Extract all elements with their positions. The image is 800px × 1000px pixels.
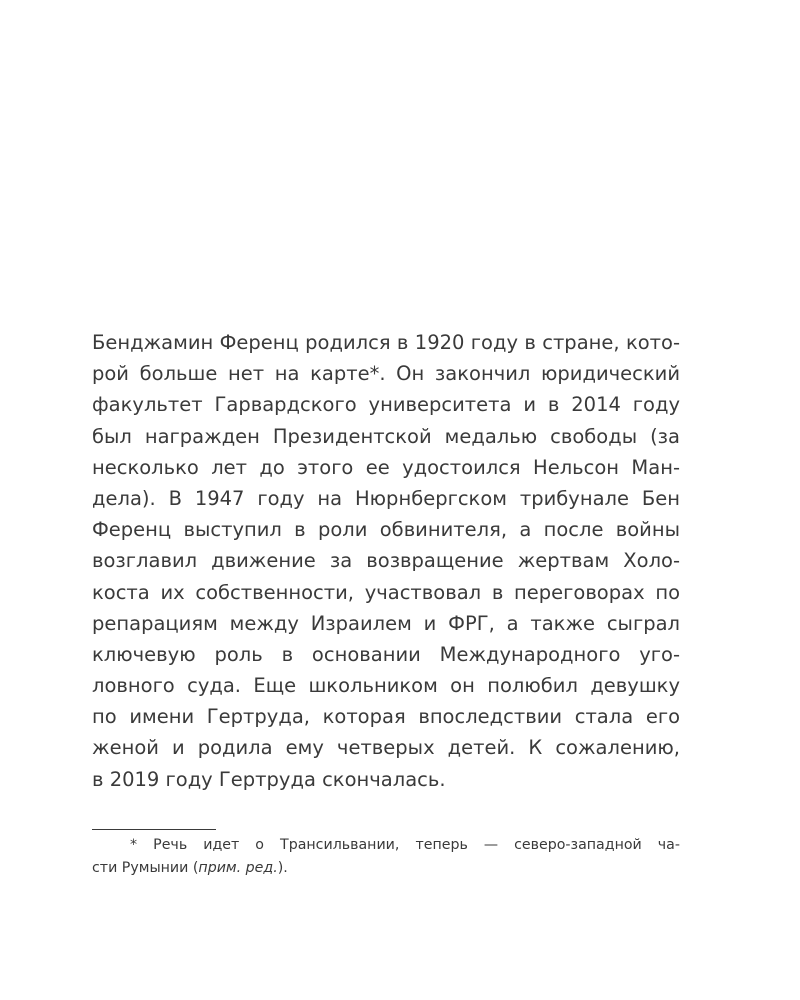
paragraph-line: несколько лет до этого ее удостоился Нельсон Ман- [92,455,680,479]
paragraph-line: рой больше нет на карте*. Он закончил юридический [92,362,680,386]
paragraph-line: по имени Гертруда, которая впоследствии стала его [92,705,680,729]
paragraph-line: женой и родила ему четверых детей. К сожалению, [92,736,680,760]
paragraph-line: коста их собственности, участвовал в переговорах по [92,580,680,604]
paragraph-line: был награжден Президентской медалью свободы (за [92,424,680,448]
paragraph-line: репарациям между Израилем и ФРГ, а также сыграл [92,611,680,635]
paragraph-line: ловного суда. Еще школьником он полюбил девушку [92,674,680,698]
paragraph-line: ключевую роль в основании Международного уго- [92,642,680,666]
footnote-divider [92,829,216,830]
footnote [92,834,680,880]
paragraph-line: дела). В 1947 году на Нюрнбергском трибунале Бен [92,486,680,510]
paragraph-line: факультет Гарвардского университета и в 2014 году [92,393,680,417]
footnote-line [92,857,680,880]
footnote-line: * Речь идет о Трансильвании, теперь — северо-западной ча- [130,837,680,853]
main-paragraph [92,327,680,795]
paragraph-line: Бенджамин Ференц родился в 1920 году в стране, кото- [92,331,680,354]
paragraph-line: возглавил движение за возвращение жертвам Холо- [92,549,680,573]
paragraph-line: Ференц выступил в роли обвинителя, а после войны [92,518,680,542]
paragraph-line: в 2019 году Гертруда скончалась. [92,767,446,791]
footnote-text: ). [277,860,288,876]
footnote-text: сти Румынии ( [92,860,199,876]
editor-note: прим. ред. [198,860,278,876]
